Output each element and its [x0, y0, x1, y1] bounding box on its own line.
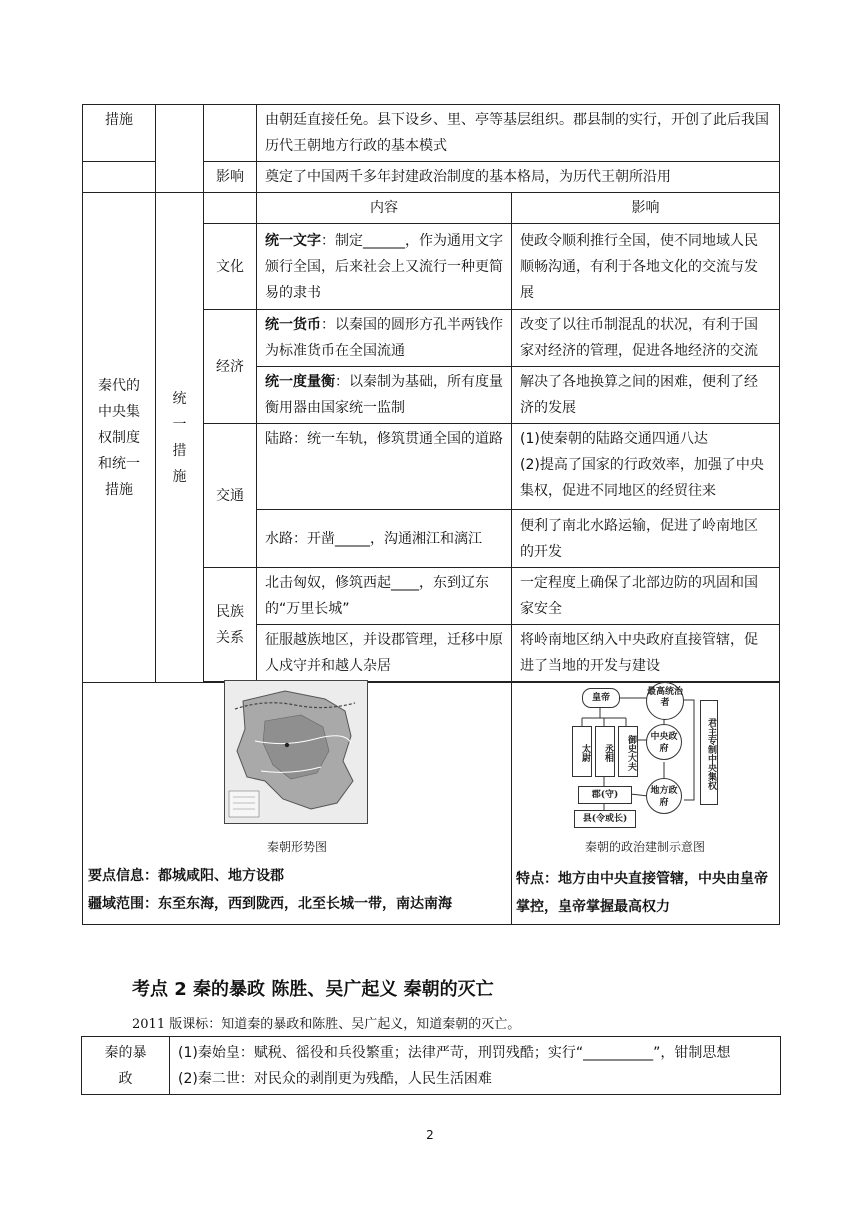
section-title: 考点 2 秦的暴政 陈胜、吴广起义 秦朝的灭亡 — [132, 979, 494, 1000]
node-taiwei: 太尉 — [572, 726, 592, 777]
economy-row2-bold: 统一度量衡 — [265, 374, 335, 390]
node-central: 中央政府 — [646, 724, 682, 760]
cell-empty — [204, 193, 257, 224]
node-xian: 县(令或长) — [574, 810, 636, 828]
node-supreme: 最高统治者 — [646, 682, 684, 720]
culture-bold: 统一文字 — [265, 232, 321, 249]
qin-map-image — [224, 680, 368, 824]
map-info-2: 疆域范围：东至东海，西到陇西，北至长城一带，南达南海 — [88, 896, 452, 912]
node-chengxiang: 丞相 — [595, 726, 615, 777]
economy-row1-rest: ：以秦国的圆形方孔半两钱作为标准货币在全国流通 — [265, 317, 503, 359]
diagram-caption: 秦朝的政治建制示意图 — [584, 840, 705, 854]
ethnic-row2-content: 征服越族地区，并设郡管理，迁移中原人戍守并和越人杂居 — [257, 625, 512, 682]
curriculum-standard: 2011 版课标：知道秦的暴政和陈胜、吴广起义，知道秦朝的灭亡。 — [132, 1017, 521, 1032]
cell-empty — [156, 105, 204, 193]
economy-row1-impact: 改变了以往币制混乱的状况，有利于国家对经济的管理，促进各地经济的交流 — [512, 310, 780, 367]
node-jun: 郡(守) — [578, 786, 632, 804]
ethnic-row2-impact: 将岭南地区纳入中央政府直接管辖，促进了当地的开发与建设 — [512, 625, 780, 682]
cell-sub-label: 统一措施 — [156, 193, 204, 683]
transport-row1-content: 陆路：统一车轨，修筑贯通全国的道路 — [257, 424, 512, 510]
ethnic-row1-impact: 一定程度上确保了北部边防的巩固和国家安全 — [512, 568, 780, 625]
economy-row2-rest: ：以秦制为基础，所有度量衡用器由国家统一监制 — [265, 374, 503, 416]
cell-measures-label: 措施 — [83, 105, 156, 162]
header-content: 内容 — [257, 193, 512, 224]
cell-empty — [204, 105, 257, 162]
cell-group-label: 秦代的中央集权制度和统一措施 — [83, 193, 156, 683]
node-side: 君主专制中央集权 — [700, 700, 718, 805]
node-local: 地方政府 — [646, 778, 682, 814]
node-emperor: 皇帝 — [582, 688, 620, 708]
map-caption: 秦朝形势图 — [266, 840, 327, 854]
transport-row2-content: 水路：开凿_____，沟通湘江和漓江 — [257, 510, 512, 568]
tyranny-label: 秦的暴政 — [82, 1037, 170, 1095]
tyranny-content — [170, 1037, 781, 1095]
tyranny-line-1: (1)秦始皇：赋税、徭役和兵役繁重；法律严苛，刑罚残酷；实行“__________”，钳制思想 — [178, 1044, 731, 1061]
cell-empty — [83, 162, 156, 193]
economy-row1-bold: 统一货币 — [265, 317, 321, 333]
diagram-info: 特点：地方由中央直接管辖，中央由皇帝掌控，皇帝掌握最高权力 — [516, 871, 768, 915]
tyranny-line-2: (2)秦二世：对民众的剥削更为残酷，人民生活困难 — [178, 1070, 492, 1087]
political-diagram — [560, 680, 730, 830]
culture-label: 文化 — [204, 224, 257, 310]
culture-content — [257, 224, 512, 310]
tyranny-table — [81, 1036, 781, 1095]
economy-label: 经济 — [204, 310, 257, 424]
cell-influence-label: 影响 — [204, 162, 257, 193]
culture-rest: ：制定______，作为通用文字颁行全国，后来社会上又流行一种更简易的隶书 — [265, 232, 503, 301]
economy-row1-content — [257, 310, 512, 367]
ethnic-row1-content: 北击匈奴，修筑西起____，东到辽东的“万里长城” — [257, 568, 512, 625]
map-info-1: 要点信息：都城咸阳、地方设郡 — [88, 868, 284, 884]
transport-label: 交通 — [204, 424, 257, 568]
node-yushi: 御史大夫 — [618, 726, 638, 777]
map-svg — [225, 681, 367, 823]
page-number: 2 — [426, 1128, 434, 1142]
transport-row2-impact: 便利了南北水路运输，促进了岭南地区的开发 — [512, 510, 780, 568]
cell-influence-text: 奠定了中国两千多年封建政治制度的基本格局，为历代王朝所沿用 — [257, 162, 780, 193]
economy-row2-content — [257, 367, 512, 424]
economy-row2-impact: 解决了各地换算之间的困难，便利了经济的发展 — [512, 367, 780, 424]
cell-county-text: 由朝廷直接任免。县下设乡、里、亭等基层组织。郡县制的实行，开创了此后我国历代王朝地方行政的基本模式 — [257, 105, 780, 162]
ethnic-label: 民族关系 — [204, 568, 257, 682]
transport-row1-impact: (1)使秦朝的陆路交通四通八达 (2)提高了国家的行政效率，加强了中央集权，促进不同地区的经贸往来 — [512, 424, 780, 510]
culture-impact: 使政令顺利推行全国，使不同地域人民顺畅沟通，有利于各地文化的交流与发展 — [512, 224, 780, 310]
header-impact: 影响 — [512, 193, 780, 224]
